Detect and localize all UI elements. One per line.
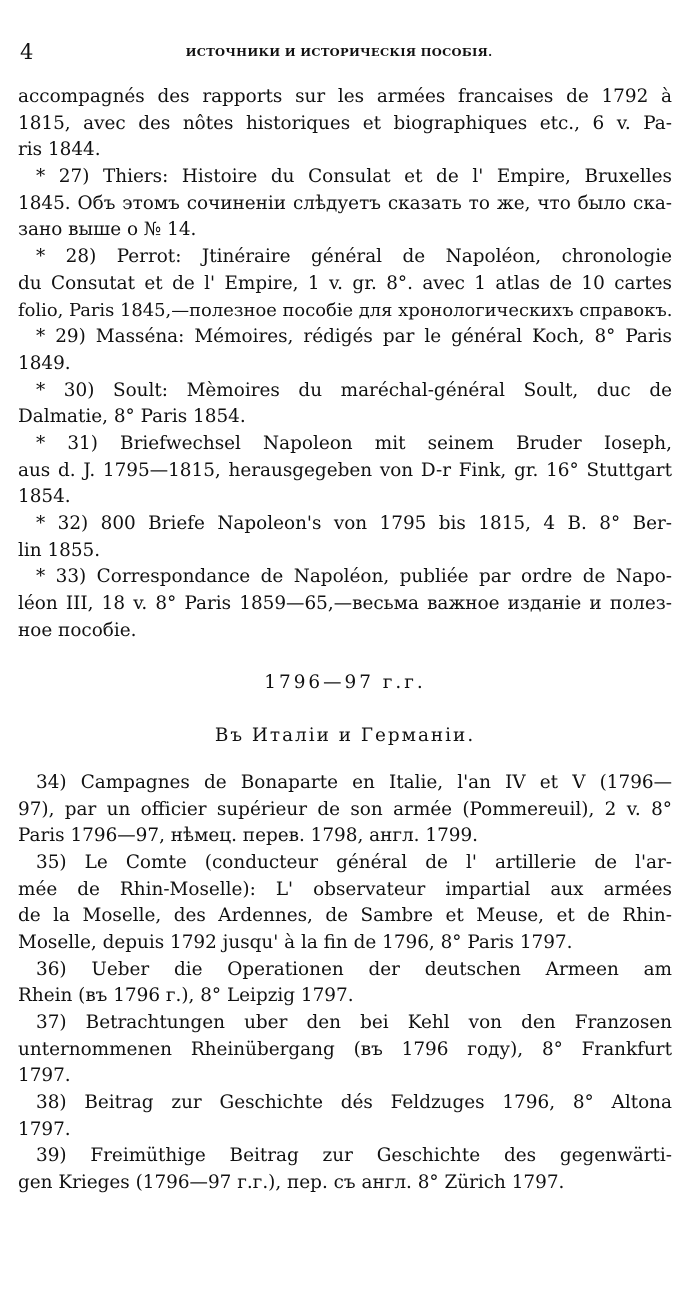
- text-line: зано выше о № 14.: [18, 219, 197, 241]
- text-line: accompagnés des rapports sur les armées francaises de 1792 à: [18, 86, 672, 107]
- entry-29-line: * 29) Masséna: Mémoires, rédigés par le général Koch, 8° Paris: [36, 326, 672, 348]
- section-subtitle-heading: Въ Италіи и Германіи.: [214, 725, 476, 747]
- section-gap: [18, 644, 672, 670]
- text-line: léon III, 18 v. 8° Paris 1859—65,—весьма важное изданіе и полез-: [18, 593, 672, 615]
- text-line: lin 1855.: [18, 539, 101, 561]
- entry-39-line: 39) Freimüthige Beitrag zur Geschichte des gegenwärti-: [36, 1145, 672, 1167]
- entry-34-line: 34) Campagnes de Bonaparte en Italie, l'an IV et V (1796—: [36, 771, 672, 793]
- section-gap: [18, 697, 672, 723]
- text-line: 1797.: [18, 1118, 71, 1140]
- section-years-heading: 1796—97 г.г.: [264, 672, 426, 694]
- text-line: 97), par un officier supérieur de son armée (Pommereuil), 2 v. 8°: [18, 798, 672, 820]
- text-line: mée de Rhin-Moselle): L' observateur impartial aux armées: [18, 878, 672, 900]
- text-line: unternommenen Rheinübergang (въ 1796 году), 8° Frankfurt: [18, 1038, 672, 1060]
- entry-36-line: 36) Ueber die Operationen der deutschen Armeen am: [36, 958, 672, 980]
- section-gap: [18, 750, 672, 770]
- page-body: [18, 84, 672, 1197]
- page-number: 4: [20, 40, 34, 64]
- entry-37-line: 37) Betrachtungen uber den bei Kehl von den Franzosen: [36, 1012, 672, 1033]
- text-line: 1854.: [18, 486, 71, 508]
- entry-35-line: 35) Le Comte (conducteur général de l' artillerie de l'ar-: [36, 851, 672, 873]
- text-line: 1797.: [18, 1065, 71, 1087]
- entry-30-line: * 30) Soult: Mèmoires du maréchal-général Soult, duc de: [36, 379, 672, 401]
- running-title: ИСТОЧНИКИ И ИСТОРИЧЕСКІЯ ПОСОБІЯ.: [185, 45, 493, 59]
- entry-33-line: * 33) Correspondance de Napoléon, publiée par ordre de Napo-: [36, 566, 672, 588]
- entry-28-line: * 28) Perrot: Jtinéraire général de Napoléon, chronologie: [36, 246, 672, 268]
- text-line: de la Moselle, des Ardennes, de Sambre et Meuse, et de Rhin-: [18, 905, 672, 927]
- entry-38-line: 38) Beitrag zur Geschichte dés Feldzuges 1796, 8° Altona: [36, 1092, 672, 1114]
- text-line: ное пособіе.: [18, 619, 137, 641]
- text-line: gen Krieges (1796—97 г.г.), пер. съ англ. 8° Zürich 1797.: [18, 1172, 565, 1194]
- text-line: aus d. J. 1795—1815, herausgegeben von D-r Fink, gr. 16° Stuttgart: [18, 459, 672, 481]
- text-line: 1849.: [18, 352, 71, 374]
- page-header: [14, 40, 664, 64]
- entry-27-line: * 27) Thiers: Histoire du Consulat et de l' Empire, Bruxelles: [36, 166, 672, 188]
- text-line: Paris 1796—97, нѣмец. перев. 1798, англ. 1799.: [18, 825, 479, 847]
- text-line: ris 1844.: [18, 139, 101, 161]
- text-line: folio, Paris 1845,—полезное пособіе для хронологическихъ справокъ.: [18, 299, 673, 321]
- text-line: Dalmatie, 8° Paris 1854.: [18, 406, 246, 428]
- entry-32-line: * 32) 800 Briefe Napoleon's von 1795 bis 1815, 4 B. 8° Ber-: [36, 513, 672, 534]
- text-line: Rhein (въ 1796 г.), 8° Leipzig 1797.: [18, 985, 354, 1007]
- text-line: 1845. Объ этомъ сочиненіи слѣдуетъ сказать то же, что было ска-: [18, 192, 672, 214]
- text-line: du Consutat et de l' Empire, 1 v. gr. 8°. avec 1 atlas de 10 cartes: [18, 272, 672, 294]
- text-line: Moselle, depuis 1792 jusqu' à la fin de 1796, 8° Paris 1797.: [18, 931, 573, 953]
- text-line: 1815, avec des nôtes historiques et biographiques etc., 6 v. Pa-: [18, 112, 672, 134]
- entry-31-line: * 31) Briefwechsel Napoleon mit seinem Bruder Ioseph,: [36, 432, 672, 454]
